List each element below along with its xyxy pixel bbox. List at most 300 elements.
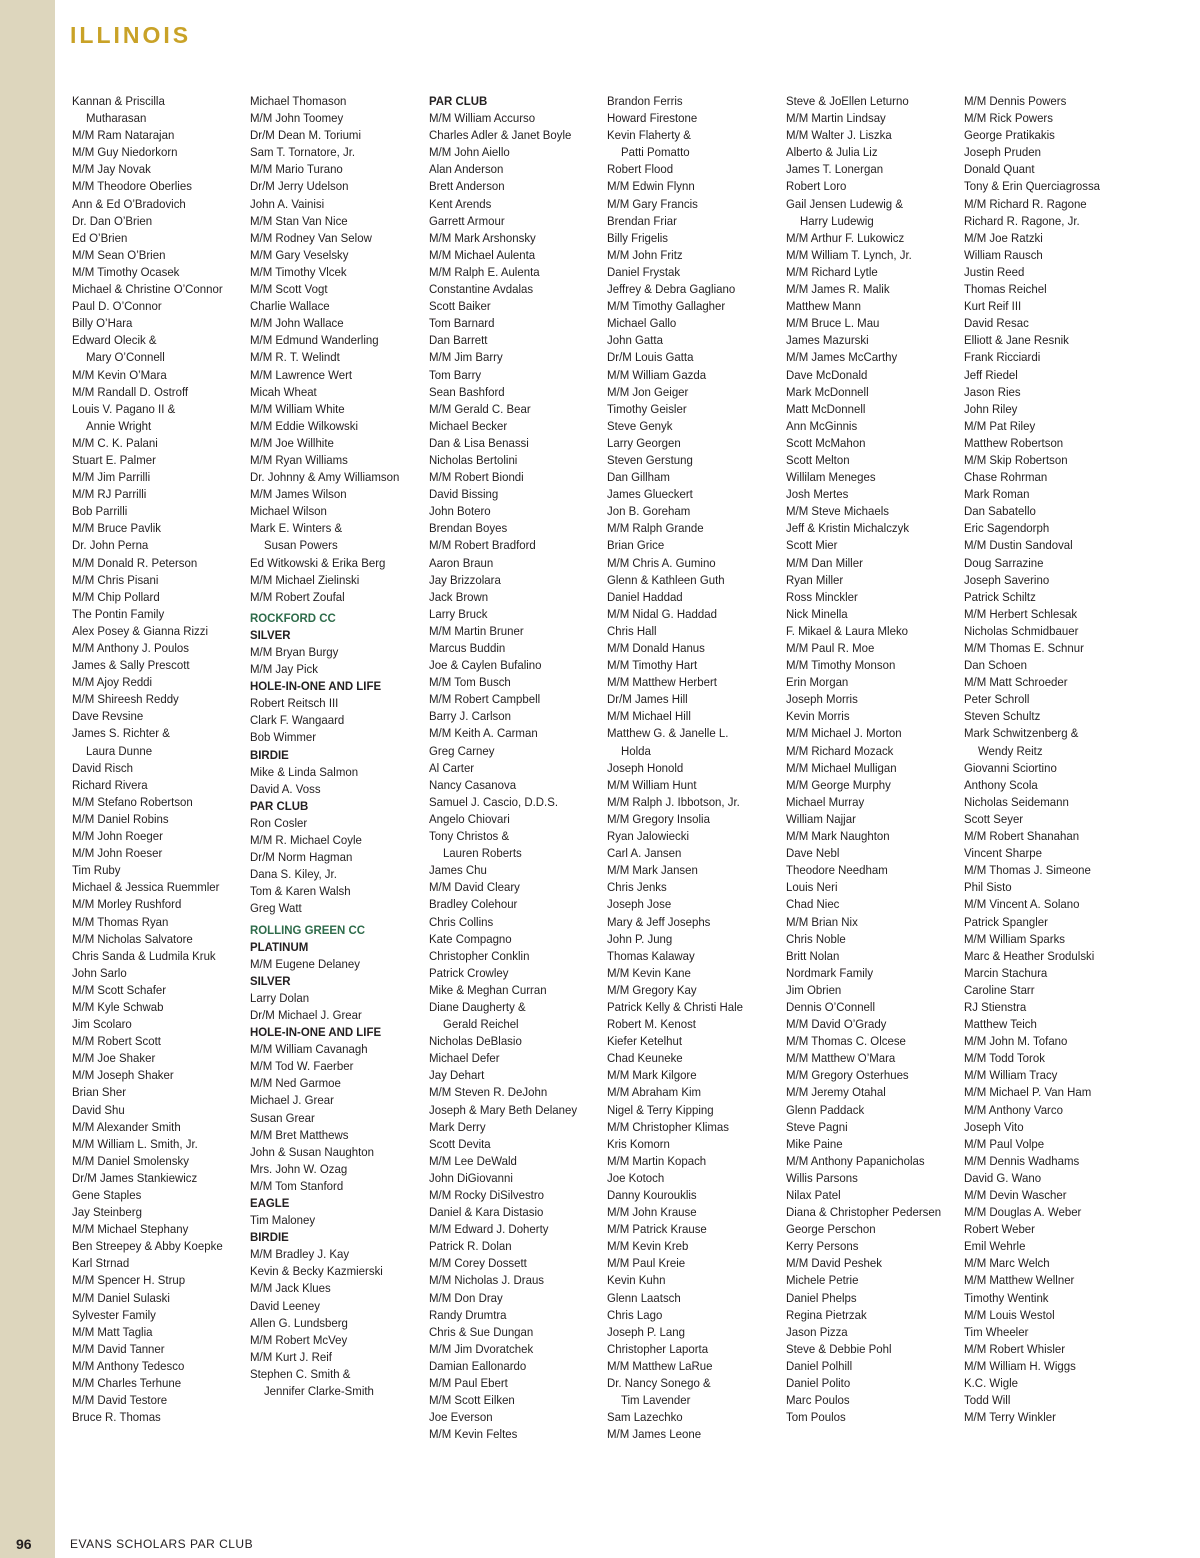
state-title: ILLINOIS: [70, 22, 192, 48]
donor-name: Tom Poulos: [786, 1410, 846, 1425]
donor-name: Jim Obrien: [786, 982, 842, 997]
donor-name: Dan Gillham: [607, 470, 670, 485]
donor-name: Jeff & Kristin Michalczyk: [786, 521, 910, 536]
donor-name: M/M Paul Ebert: [429, 1376, 508, 1391]
donor-name: M/M Stan Van Nice: [250, 213, 348, 228]
donor-name: Dr. Johnny & Amy Williamson: [250, 470, 400, 485]
donor-name: Michael Becker: [429, 418, 508, 433]
donor-name: Jim Scolaro: [72, 1017, 132, 1032]
donor-name: Nicholas DeBlasio: [429, 1034, 522, 1049]
donor-name: M/M Matthew LaRue: [607, 1358, 713, 1373]
donor-name: M/M Nidal G. Haddad: [607, 606, 717, 621]
donor-name: Dr/M Jerry Udelson: [250, 179, 349, 194]
donor-name: Mark Roman: [964, 487, 1030, 502]
donor-name-continuation: Wendy Reitz: [977, 743, 1043, 758]
donor-name: M/M Bradley J. Kay: [250, 1247, 350, 1262]
donor-name: Timothy Wentink: [964, 1290, 1049, 1305]
donor-name: James S. Richter &: [72, 726, 170, 741]
donor-name: Robert Reitsch III: [250, 696, 339, 711]
donor-name: M/M Ralph Grande: [607, 521, 704, 536]
donor-name: David Shu: [72, 1102, 125, 1117]
donor-name-continuation: Laura Dunne: [85, 743, 153, 758]
giving-level-heading: HOLE-IN-ONE AND LIFE: [250, 679, 382, 694]
donor-name: M/M Anthony Tedesco: [72, 1358, 185, 1373]
donor-name: Kate Compagno: [429, 931, 512, 946]
donor-name: Kiefer Ketelhut: [607, 1034, 683, 1049]
donor-name: Matthew G. & Janelle L.: [607, 726, 729, 741]
giving-level-heading: SILVER: [250, 973, 291, 988]
donor-name: M/M James McCarthy: [786, 350, 898, 365]
donor-name: Patrick Schiltz: [964, 589, 1036, 604]
donor-name: Bradley Colehour: [429, 897, 518, 912]
donor-column-1: [72, 93, 244, 1426]
donor-name: Robert Weber: [964, 1222, 1035, 1237]
donor-name: Joseph Jose: [607, 897, 672, 912]
donor-name: M/M Timothy Gallagher: [607, 299, 726, 314]
donor-name: Nick Minella: [786, 606, 848, 621]
donor-name: Sylvester Family: [72, 1307, 156, 1322]
donor-name: Dr/M Norm Hagman: [250, 850, 353, 865]
giving-level-heading: HOLE-IN-ONE AND LIFE: [250, 1025, 382, 1040]
donor-name-continuation: Tim Lavender: [620, 1393, 691, 1408]
donor-name: Ryan Jalowiecki: [607, 829, 689, 844]
donor-name: M/M Robert McVey: [250, 1332, 348, 1347]
donor-name: Nordmark Family: [786, 965, 874, 980]
donor-name-continuation: Lauren Roberts: [442, 846, 522, 861]
donor-name: Steven Schultz: [964, 709, 1041, 724]
donor-name: Dr/M James Hill: [607, 692, 688, 707]
donor-name: Giovanni Sciortino: [964, 760, 1057, 775]
donor-name: M/M R. T. Welindt: [250, 350, 340, 365]
donor-name: Kris Komorn: [607, 1136, 670, 1151]
donor-name: M/M Joseph Shaker: [72, 1068, 174, 1083]
donor-name: M/M Joe Ratzki: [964, 230, 1043, 245]
donor-name: Jon B. Goreham: [607, 504, 691, 519]
donor-name: Samuel J. Cascio, D.D.S.: [429, 794, 559, 809]
donor-name: David G. Wano: [964, 1170, 1042, 1185]
donor-column-5: [786, 93, 958, 1426]
donor-name: M/M Paul R. Moe: [786, 641, 875, 655]
donor-name: M/M Rodney Van Selow: [250, 230, 372, 245]
donor-name: Nilax Patel: [786, 1188, 841, 1202]
donor-name: M/M Chris Pisani: [72, 572, 159, 587]
donor-name: M/M Mark Jansen: [607, 863, 698, 878]
donor-name: M/M Kevin Feltes: [429, 1427, 518, 1442]
donor-name: M/M Shireesh Reddy: [72, 692, 179, 707]
donor-name: Larry Dolan: [250, 990, 310, 1005]
donor-name: M/M Nicholas Salvatore: [72, 931, 193, 946]
donor-name: M/M Ralph J. Ibbotson, Jr.: [607, 794, 740, 809]
donor-name: Kevin Morris: [786, 709, 850, 724]
donor-name: Ed Witkowski & Erika Berg: [250, 555, 386, 570]
donor-name: M/M Skip Robertson: [964, 452, 1068, 467]
donor-name: M/M Daniel Robins: [72, 811, 169, 826]
donor-name: John Botero: [429, 504, 491, 519]
donor-name: Kerry Persons: [786, 1239, 859, 1254]
donor-name: M/M Louis Westol: [964, 1307, 1055, 1322]
donor-name: Todd Will: [964, 1393, 1011, 1408]
donor-name: Dr/M Louis Gatta: [607, 350, 694, 365]
left-margin-bar: [0, 0, 55, 1558]
donor-name: Britt Nolan: [786, 948, 840, 963]
donor-name: M/M Vincent A. Solano: [964, 897, 1080, 912]
donor-name: Dave Nebl: [786, 846, 840, 861]
donor-name: M/M Martin Bruner: [429, 623, 524, 638]
donor-name: Patrick Kelly & Christi Hale: [607, 999, 744, 1014]
donor-name: Louis Neri: [786, 880, 838, 895]
donor-name: M/M David Cleary: [429, 880, 520, 895]
donor-name: M/M Anthony Varco: [964, 1102, 1063, 1117]
donor-name: M/M David Tanner: [72, 1341, 165, 1356]
donor-name: Bruce R. Thomas: [72, 1410, 161, 1425]
donor-name: Ross Minckler: [786, 589, 858, 604]
donor-name: Mark Schwitzenberg &: [964, 726, 1079, 741]
donor-name: M/M Bret Matthews: [250, 1127, 349, 1142]
donor-name: M/M Mark Naughton: [786, 829, 890, 844]
donor-name: Mary & Jeff Josephs: [607, 914, 711, 929]
donor-name: Willis Parsons: [786, 1170, 858, 1185]
donor-name: Jay Steinberg: [72, 1205, 142, 1220]
donor-name-continuation: Mary O’Connell: [85, 350, 165, 365]
donor-name: M/M Sean O’Brien: [72, 247, 166, 262]
donor-name: Dr/M Dean M. Toriumi: [250, 128, 362, 143]
donor-name: Scott McMahon: [786, 435, 866, 450]
donor-name: John & Susan Naughton: [250, 1144, 374, 1159]
donor-name: M/M John M. Tofano: [964, 1034, 1068, 1049]
donor-name: Brett Anderson: [429, 179, 505, 194]
donor-name: Greg Watt: [250, 901, 302, 916]
donor-name: Doug Sarrazine: [964, 555, 1044, 570]
donor-name: Michael Wilson: [250, 504, 327, 519]
donor-name: David Bissing: [429, 487, 499, 502]
club-heading: ROLLING GREEN CC: [250, 922, 366, 937]
donor-name: Eric Sagendorph: [964, 521, 1050, 536]
donor-name: M/M Steven R. DeJohn: [429, 1085, 548, 1100]
donor-name: Nancy Casanova: [429, 777, 517, 792]
donor-name: Nicholas Bertolini: [429, 452, 518, 467]
donor-name: Daniel Frystak: [607, 264, 681, 279]
donor-name: Daniel Phelps: [786, 1290, 857, 1305]
donor-name: Kevin Flaherty &: [607, 128, 691, 143]
donor-name: M/M Don Dray: [429, 1290, 503, 1305]
donor-name: M/M Jim Parrilli: [72, 470, 151, 485]
donor-name: Al Carter: [429, 760, 475, 775]
donor-name: M/M Walter J. Liszka: [786, 128, 892, 143]
donor-name: M/M Edward J. Doherty: [429, 1222, 549, 1237]
donor-name: M/M Lawrence Wert: [250, 367, 353, 382]
donor-name: David A. Voss: [250, 781, 321, 796]
donor-name: Dave McDonald: [786, 367, 868, 382]
donor-name: Charlie Wallace: [250, 299, 330, 314]
donor-name: M/M Theodore Oberlies: [72, 179, 192, 194]
donor-name: Daniel Polhill: [786, 1358, 853, 1373]
donor-name: Joe Kotoch: [607, 1170, 665, 1185]
donor-name: M/M John Krause: [607, 1205, 697, 1220]
donor-name: Steven Gerstung: [607, 452, 693, 467]
donor-name: Dr/M Michael J. Grear: [250, 1007, 362, 1022]
donor-name: M/M Dustin Sandoval: [964, 538, 1073, 553]
donor-name: M/M John Roeger: [72, 829, 163, 844]
donor-name: Mark E. Winters &: [250, 521, 343, 536]
donor-name: Chase Rohrman: [964, 470, 1048, 485]
donor-name: Tim Maloney: [250, 1213, 316, 1228]
donor-name: Brendan Boyes: [429, 521, 508, 536]
donor-name: Jeffrey & Debra Gagliano: [607, 282, 736, 297]
donor-name: Caroline Starr: [964, 982, 1035, 997]
donor-name: Dave Revsine: [72, 709, 144, 724]
donor-name: M/M Brian Nix: [786, 914, 858, 929]
donor-name: M/M Ryan Williams: [250, 452, 348, 467]
donor-name: M/M David O’Grady: [786, 1017, 887, 1032]
donor-name: M/M Morley Rushford: [72, 897, 182, 912]
donor-name: Randy Drumtra: [429, 1307, 507, 1322]
donor-name: Michael & Jessica Ruemmler: [72, 880, 220, 895]
donor-name: Alex Posey & Gianna Rizzi: [72, 623, 209, 638]
donor-name: Alberto & Julia Liz: [786, 145, 878, 160]
donor-name: Chad Keuneke: [607, 1051, 683, 1066]
donor-name: John Riley: [964, 401, 1018, 416]
donor-name: M/M Scott Eilken: [429, 1393, 515, 1408]
donor-name: M/M Mark Kilgore: [607, 1068, 697, 1083]
donor-name: Kurt Reif III: [964, 299, 1022, 314]
donor-name: Louis V. Pagano II &: [72, 401, 176, 416]
donor-name: M/M Robert Zoufal: [250, 589, 345, 604]
donor-name: Mrs. John W. Ozag: [250, 1161, 348, 1176]
donor-name: M/M Richard R. Ragone: [964, 196, 1087, 211]
donor-name: Mike Paine: [786, 1136, 843, 1151]
donor-name: Josh Mertes: [786, 487, 849, 502]
donor-name: Chris Sanda & Ludmila Kruk: [72, 948, 216, 963]
donor-name: John P. Jung: [607, 931, 673, 946]
donor-name: M/M Paul Volpe: [964, 1136, 1045, 1151]
page-number: 96: [16, 1536, 32, 1552]
donor-name: M/M William White: [250, 401, 345, 416]
donor-name: Daniel Polito: [786, 1376, 851, 1391]
donor-name: Tom Barnard: [429, 316, 495, 331]
donor-name: Tim Ruby: [72, 863, 121, 878]
footer-publication-title: EVANS SCHOLARS PAR CLUB: [70, 1537, 254, 1551]
donor-name: Stephen C. Smith &: [250, 1366, 351, 1381]
donor-name: M/M Chip Pollard: [72, 589, 160, 604]
donor-column-3: [429, 93, 601, 1443]
donor-name: James Mazurski: [786, 333, 869, 348]
donor-name: M/M Terry Winkler: [964, 1410, 1056, 1425]
donor-name: M/M Chris A. Gumino: [607, 555, 716, 570]
donor-name: Matthew Robertson: [964, 435, 1064, 450]
donor-name: Chris Jenks: [607, 880, 667, 895]
donor-name: Carl A. Jansen: [607, 846, 682, 861]
donor-name: Regina Pietrzak: [786, 1307, 867, 1322]
donor-name: Chris Noble: [786, 931, 846, 946]
donor-name: Scott Melton: [786, 452, 850, 467]
donor-name: M/M Donald Hanus: [607, 641, 705, 655]
donor-name: M/M Mark Arshonsky: [429, 230, 536, 245]
donor-name: Greg Carney: [429, 743, 495, 758]
donor-name: M/M Jay Pick: [250, 662, 318, 677]
donor-name: Clark F. Wangaard: [250, 713, 345, 728]
donor-name: M/M Thomas C. Olcese: [786, 1034, 906, 1049]
donor-name: M/M Christopher Klimas: [607, 1119, 730, 1134]
donor-name: M/M Jim Dvoratchek: [429, 1341, 534, 1356]
donor-name: M/M Edwin Flynn: [607, 179, 695, 194]
donor-name: M/M Steve Michaels: [786, 504, 889, 519]
donor-name: Damian Eallonardo: [429, 1358, 527, 1373]
donor-name: M/M Spencer H. Strup: [72, 1273, 186, 1288]
donor-name: M/M Matt Schroeder: [964, 675, 1068, 690]
donor-name: M/M Robert Campbell: [429, 692, 541, 707]
donor-name: M/M Ralph E. Aulenta: [429, 264, 540, 279]
donor-name: M/M Joe Willhite: [250, 435, 334, 450]
donor-name: M/M Tod W. Faerber: [250, 1059, 354, 1074]
donor-name: M/M William Accurso: [429, 111, 536, 126]
donor-name: Angelo Chiovari: [429, 811, 510, 826]
donor-name: M/M Bruce Pavlik: [72, 521, 161, 536]
donor-name: Danny Kourouklis: [607, 1188, 697, 1202]
donor-name: M/M Dan Miller: [786, 555, 863, 570]
donor-name: Ed O’Brien: [72, 230, 128, 245]
donor-name: Michael Gallo: [607, 316, 677, 331]
donor-name: Jack Brown: [429, 589, 489, 604]
donor-name: M/M William H. Wiggs: [964, 1358, 1076, 1373]
donor-name: Robert Flood: [607, 162, 674, 177]
giving-level-heading: BIRDIE: [250, 1230, 289, 1245]
donor-name: Steve Genyk: [607, 418, 673, 433]
donor-name: M/M James Wilson: [250, 487, 347, 502]
donor-name: M/M Todd Torok: [964, 1051, 1045, 1066]
donor-name: M/M C. K. Palani: [72, 435, 158, 450]
donor-name: M/M R. Michael Coyle: [250, 833, 362, 848]
donor-name: Chris Lago: [607, 1307, 663, 1322]
donor-name: Jeff Riedel: [964, 367, 1018, 382]
donor-name-continuation: Susan Powers: [263, 538, 338, 553]
donor-name: M/M Dennis Wadhams: [964, 1153, 1080, 1168]
donor-name: M/M Michael J. Morton: [786, 726, 902, 741]
donor-name: M/M RJ Parrilli: [72, 487, 147, 502]
donor-name: Sam Lazechko: [607, 1410, 683, 1425]
donor-name: M/M Ned Garmoe: [250, 1076, 341, 1091]
donor-name: M/M Corey Dossett: [429, 1256, 527, 1271]
giving-level-heading: SILVER: [250, 627, 291, 642]
donor-name: Steve & Debbie Pohl: [786, 1341, 892, 1356]
donor-name: James Chu: [429, 863, 487, 878]
donor-name: M/M Robert Scott: [72, 1034, 161, 1049]
donor-name: M/M William Hunt: [607, 777, 697, 792]
donor-name: Ron Cosler: [250, 815, 308, 830]
donor-name: Mike & Meghan Curran: [429, 982, 547, 997]
donor-name: Jay Brizzolara: [429, 572, 501, 587]
donor-name: Allen G. Lundsberg: [250, 1315, 348, 1330]
donor-name: M/M Matthew O’Mara: [786, 1051, 896, 1066]
donor-name: William Rausch: [964, 247, 1043, 262]
donor-name: Nicholas Seidemann: [964, 794, 1069, 809]
donor-name: William Najjar: [786, 811, 856, 826]
donor-name: M/M Ram Natarajan: [72, 128, 175, 143]
donor-name: M/M Kevin Kane: [607, 965, 691, 980]
donor-name: M/M Kyle Schwab: [72, 999, 164, 1014]
donor-name: Vincent Sharpe: [964, 846, 1043, 861]
donor-name: Marc Poulos: [786, 1393, 850, 1408]
donor-name: Steve & JoEllen Leturno: [786, 94, 909, 108]
donor-name: Tim Wheeler: [964, 1324, 1029, 1339]
donor-name: M/M Arthur F. Lukowicz: [786, 230, 905, 245]
donor-name: M/M James Leone: [607, 1427, 702, 1442]
donor-name: Kevin Kuhn: [607, 1273, 666, 1288]
donor-name: M/M Alexander Smith: [72, 1119, 181, 1134]
donor-name-continuation: Mutharasan: [85, 111, 147, 126]
donor-name: James T. Lonergan: [786, 162, 884, 177]
donor-name: Marcus Buddin: [429, 641, 506, 655]
donor-name: M/M Jon Geiger: [607, 384, 689, 399]
donor-name: Dr. Dan O’Brien: [72, 213, 153, 228]
donor-name: M/M Thomas E. Schnur: [964, 641, 1084, 655]
donor-name: Marcin Stachura: [964, 965, 1048, 980]
donor-name: M/M Donald R. Peterson: [72, 555, 198, 570]
donor-name: Patrick Crowley: [429, 965, 509, 980]
donor-name: M/M Jay Novak: [72, 162, 151, 177]
donor-name: M/M Edmund Wanderling: [250, 333, 379, 348]
donor-name: Dr. John Perna: [72, 538, 149, 553]
donor-name: Ben Streepey & Abby Koepke: [72, 1239, 223, 1254]
donor-name: M/M Tom Busch: [429, 675, 511, 690]
donor-name: Scott Seyer: [964, 811, 1024, 826]
donor-name: Frank Ricciardi: [964, 350, 1041, 365]
donor-name: Brian Sher: [72, 1085, 127, 1100]
donor-name: Justin Reed: [964, 264, 1025, 279]
donor-name: Dan & Lisa Benassi: [429, 435, 529, 450]
donor-name: Richard Rivera: [72, 777, 148, 792]
donor-name: M/M Kevin Kreb: [607, 1239, 689, 1254]
donor-name: M/M Eddie Wilkowski: [250, 418, 359, 433]
donor-name: M/M Stefano Robertson: [72, 794, 193, 809]
donor-name: Dana S. Kiley, Jr.: [250, 867, 337, 882]
donor-name: Joseph Morris: [786, 692, 858, 707]
donor-name: Tom & Karen Walsh: [250, 884, 351, 899]
donor-name: Joseph Honold: [607, 760, 684, 775]
donor-name: M/M Matthew Herbert: [607, 675, 717, 690]
donor-name: M/M Robert Biondi: [429, 470, 524, 485]
donor-name: Barry J. Carlson: [429, 709, 511, 724]
donor-name: M/M Timothy Vlcek: [250, 264, 347, 279]
donor-name: M/M Gary Veselsky: [250, 247, 349, 262]
giving-level-heading: PAR CLUB: [429, 94, 488, 108]
donor-name: Richard R. Ragone, Jr.: [964, 213, 1080, 228]
donor-name: James Glueckert: [607, 487, 693, 502]
donor-name: Chris & Sue Dungan: [429, 1324, 534, 1339]
donor-name: M/M Thomas Ryan: [72, 914, 169, 929]
donor-name: M/M Bruce L. Mau: [786, 316, 880, 331]
donor-name: Kannan & Priscilla: [72, 94, 165, 108]
donor-name: Edward Olecik &: [72, 333, 157, 348]
giving-level-heading: PLATINUM: [250, 939, 309, 954]
donor-name: Marc & Heather Srodulski: [964, 948, 1095, 963]
donor-name: Daniel Haddad: [607, 589, 683, 604]
donor-name: Dennis O’Connell: [786, 999, 876, 1014]
donor-name: Michael & Christine O’Connor: [72, 282, 223, 297]
donor-name: M/M Joe Shaker: [72, 1051, 156, 1066]
donor-name: M/M John Wallace: [250, 316, 344, 331]
donor-name: Karl Strnad: [72, 1256, 130, 1271]
donor-name: M/M Kurt J. Reif: [250, 1349, 332, 1364]
donor-name: Larry Georgen: [607, 435, 681, 450]
donor-name: Michael J. Grear: [250, 1093, 334, 1108]
donor-name: M/M Jeremy Otahal: [786, 1085, 886, 1100]
donor-name: M/M Matt Taglia: [72, 1324, 153, 1339]
donor-name: M/M William Tracy: [964, 1068, 1058, 1083]
donor-name: James & Sally Prescott: [72, 658, 190, 673]
donor-name: K.C. Wigle: [964, 1376, 1019, 1391]
donor-name: M/M Daniel Sulaski: [72, 1290, 170, 1305]
donor-name: George Perschon: [786, 1222, 876, 1237]
